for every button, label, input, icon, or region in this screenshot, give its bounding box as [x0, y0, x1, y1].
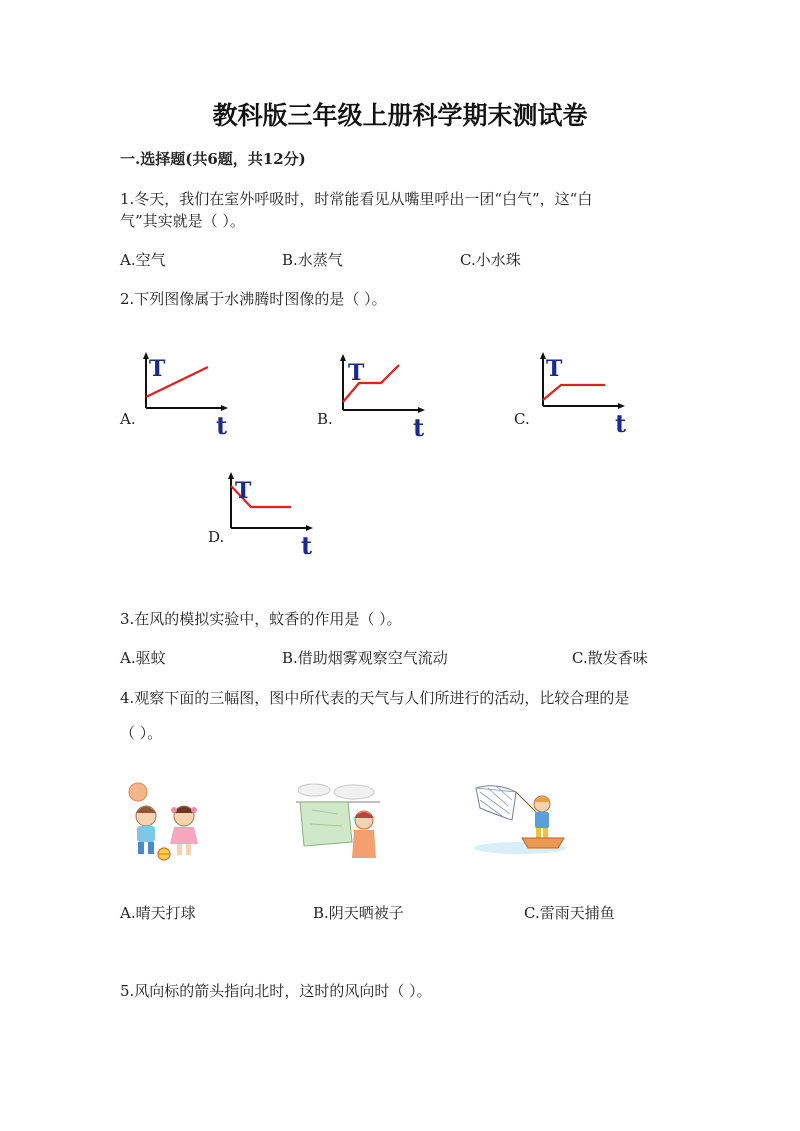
q4-option-c: C.雷雨天捕鱼	[524, 904, 615, 922]
graph-d-y-label: T	[235, 478, 252, 504]
question-1-line-2: 气”其实就是（ ）。	[120, 212, 245, 230]
q3-option-b: B.借助烟雾观察空气流动	[282, 649, 448, 667]
q2-option-a-label: A.	[120, 410, 136, 428]
question-5-text: 5.风向标的箭头指向北时，这时的风向时（ ）。	[120, 982, 432, 1000]
q4-option-b: B.阴天晒被子	[313, 904, 404, 922]
graph-c-y-label: T	[546, 356, 563, 382]
q4-option-a: A.晴天打球	[120, 904, 196, 922]
q2-option-d-label: D.	[208, 528, 225, 546]
fishing-net-boat-picture	[472, 778, 568, 860]
question-1-line-1: 1.冬天，我们在室外呼吸时，时常能看见从嘴里呼出一团“白气”，这“白	[120, 190, 593, 208]
question-4-line-2: （ ）。	[120, 724, 163, 742]
q3-option-c: C.散发香味	[572, 649, 648, 667]
graph-a-x-label: t	[216, 411, 228, 440]
graph-b-y-label: T	[348, 360, 365, 386]
q1-option-c: C.小水珠	[460, 251, 521, 269]
question-3-text: 3.在风的模拟实验中，蚊香的作用是（ ）。	[120, 610, 402, 628]
graph-a-y-label: T	[149, 356, 166, 382]
section-heading: 一.选择题(共6题，共12分)	[120, 150, 306, 168]
graph-d-x-label: t	[301, 531, 313, 560]
graph-c-x-label: t	[615, 409, 627, 438]
question-2-text: 2.下列图像属于水沸腾时图像的是（ ）。	[120, 290, 387, 308]
q2-option-b-label: B.	[317, 410, 333, 428]
sunny-kids-ball-picture	[118, 780, 210, 862]
q1-option-b: B.水蒸气	[282, 251, 343, 269]
graph-b-x-label: t	[413, 413, 425, 442]
page-title: 教科版三年级上册科学期末测试卷	[212, 101, 588, 130]
graph-d	[223, 470, 323, 560]
graph-b	[335, 352, 435, 442]
q3-option-a: A.驱蚊	[120, 649, 166, 667]
question-4-line-1: 4.观察下面的三幅图，图中所代表的天气与人们所进行的活动，比较合理的是	[120, 689, 630, 707]
q2-option-c-label: C.	[514, 410, 530, 428]
graph-c	[535, 350, 635, 440]
cloudy-drying-quilt-picture	[292, 780, 384, 862]
graph-a	[138, 350, 238, 440]
q1-option-a: A.空气	[120, 251, 166, 269]
